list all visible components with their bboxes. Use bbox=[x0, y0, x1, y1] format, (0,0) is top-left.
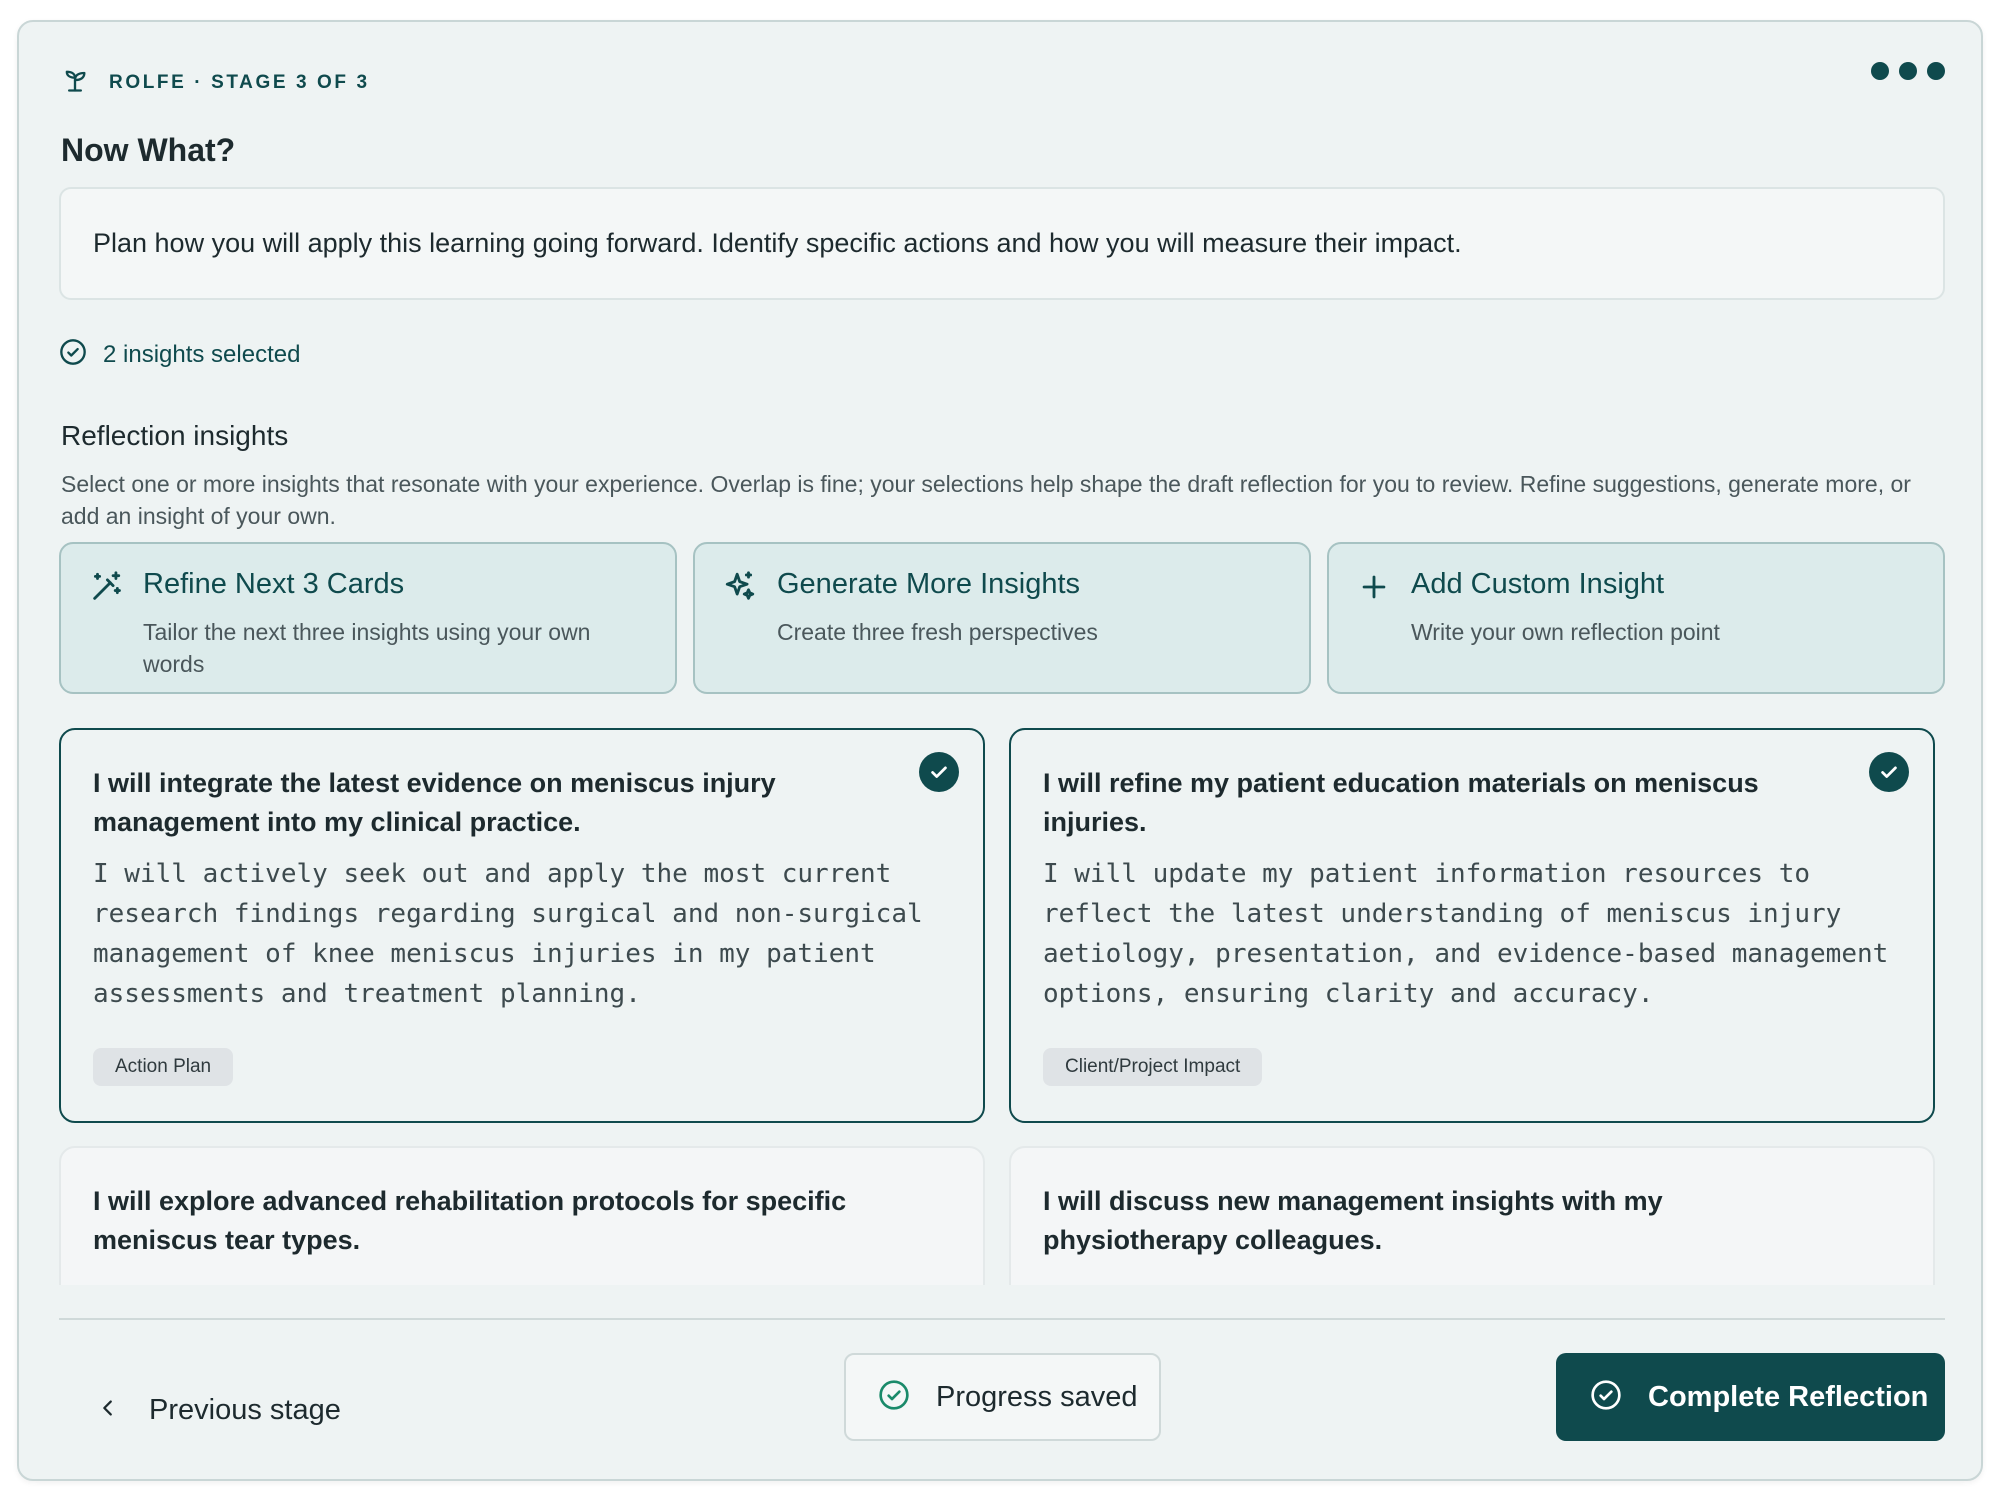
insight-card[interactable] bbox=[1009, 1146, 1935, 1285]
add-custom-insight-button[interactable] bbox=[1327, 542, 1945, 694]
footer-divider bbox=[59, 1318, 1945, 1320]
selection-count: 2 insights selected bbox=[103, 340, 301, 368]
check-circle-icon bbox=[1590, 1379, 1622, 1416]
dot bbox=[1927, 62, 1945, 80]
section-title: Reflection insights bbox=[61, 420, 289, 451]
refine-cards-button[interactable] bbox=[59, 542, 677, 694]
insight-card[interactable] bbox=[1009, 728, 1935, 1123]
plus-icon bbox=[1357, 570, 1391, 604]
insight-title: I will explore advanced rehabilitation protocols for specific meniscus tear types. bbox=[93, 1186, 847, 1255]
section-description: Select one or more insights that resonate with your experience. Overlap is fine; your selections help shape the draft reflection for you to review. Refine suggestions, generate more, or add an insight of your own. bbox=[61, 471, 1911, 529]
insight-title: I will discuss new management insights with my physiotherapy colleagues. bbox=[1043, 1186, 1663, 1255]
generate-insights-button[interactable] bbox=[693, 542, 1311, 694]
action-subtitle: Tailor the next three insights using your own words bbox=[143, 619, 591, 677]
reflection-panel bbox=[17, 20, 1983, 1481]
insight-tag: Action Plan bbox=[93, 1048, 233, 1086]
seedling-icon bbox=[61, 66, 89, 99]
insight-body: I will update my patient information resources to reflect the latest understanding of meniscus injury aetiology, presentation, and evidence-based management options, ensuring clarity and accuracy. bbox=[1043, 859, 1889, 1009]
action-subtitle: Create three fresh perspectives bbox=[777, 619, 1098, 645]
previous-stage-button[interactable] bbox=[97, 1394, 341, 1427]
complete-reflection-button[interactable] bbox=[1556, 1353, 1945, 1441]
action-subtitle: Write your own reflection point bbox=[1411, 619, 1720, 645]
insight-tag: Client/Project Impact bbox=[1043, 1048, 1262, 1086]
previous-stage-label: Previous stage bbox=[149, 1394, 341, 1426]
insight-body: I will actively seek out and apply the most current research findings regarding surgical and non-surgical management of knee meniscus injuries in my patient assessments and treatment planning. bbox=[93, 859, 923, 1009]
action-title: Refine Next 3 Cards bbox=[143, 568, 405, 600]
progress-saved-label: Progress saved bbox=[936, 1380, 1138, 1413]
more-dots-icon[interactable] bbox=[1871, 62, 1945, 80]
insight-card[interactable] bbox=[59, 728, 985, 1123]
checkmark-icon[interactable] bbox=[919, 752, 959, 792]
complete-reflection-label: Complete Reflection bbox=[1648, 1380, 1929, 1413]
action-title: Add Custom Insight bbox=[1411, 568, 1665, 600]
insight-list[interactable] bbox=[59, 728, 1949, 1285]
selection-status bbox=[59, 338, 300, 371]
magic-wand-icon bbox=[89, 570, 123, 604]
action-title: Generate More Insights bbox=[777, 568, 1081, 600]
stage-indicator bbox=[61, 66, 370, 99]
sparkles-icon bbox=[723, 570, 757, 604]
insight-title: I will refine my patient education materials on meniscus injuries. bbox=[1043, 768, 1759, 837]
insight-card[interactable] bbox=[59, 1146, 985, 1285]
progress-saved-indicator bbox=[844, 1353, 1161, 1441]
chevron-left-icon bbox=[97, 1397, 119, 1424]
stage-prompt: Plan how you will apply this learning going forward. Identify specific actions and how you will measure their impact. bbox=[59, 187, 1945, 300]
check-circle-icon bbox=[59, 338, 87, 371]
dot bbox=[1871, 62, 1889, 80]
check-circle-icon bbox=[878, 1379, 910, 1416]
checkmark-icon[interactable] bbox=[1869, 752, 1909, 792]
insight-title: I will integrate the latest evidence on meniscus injury management into my clinical practice. bbox=[93, 768, 776, 837]
stage-label: ROLFE · STAGE 3 OF 3 bbox=[109, 71, 370, 93]
dot bbox=[1899, 62, 1917, 80]
page-title: Now What? bbox=[61, 132, 236, 168]
